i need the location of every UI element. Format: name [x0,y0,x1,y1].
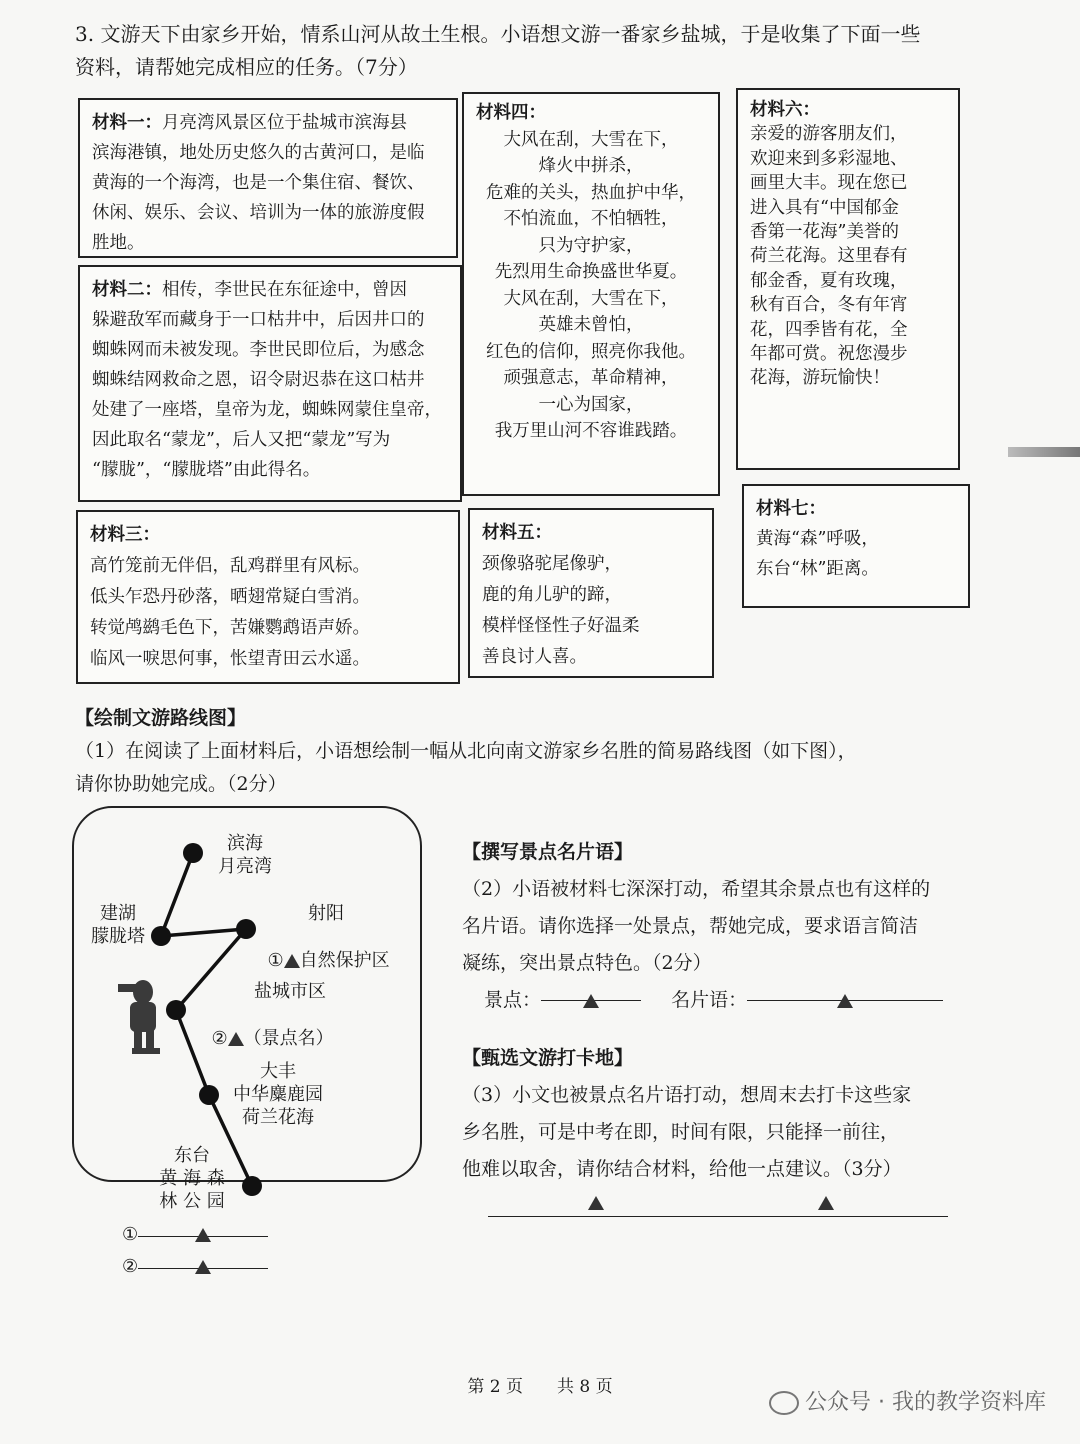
material-1-line: 滨海港镇，地处历史悠久的古黄河口，是临 [92,143,425,163]
material-4-title: 材料四： [476,103,546,123]
material-3-line: 高竹笼前无伴侣，乱鸡群里有风标。 [90,556,370,576]
answer-triangle-icon [837,994,853,1008]
wechat-icon [769,1391,799,1415]
map-label-reserve: 自然保护区 [299,950,390,971]
material-4-line: 烽火中拼杀， [538,156,644,176]
map-label-jianhu: 建湖 朦胧塔 [91,903,145,947]
answer-triangle-icon [195,1228,211,1242]
material-7-title: 材料七： [756,499,826,519]
answer-line-2 [122,1250,268,1283]
material-1-line: 月亮湾风景区位于盐城市滨海县 [162,113,407,133]
section-1-line: （1）在阅读了上面材料后，小语想绘制一幅从北向南文游家乡名胜的简易路线图（如下图）， [75,740,857,762]
map-label-sheyang: 射阳 [308,903,344,924]
spot-label: 景点： [484,989,542,1011]
answer-line-1 [122,1218,268,1251]
map-label-yancheng: 盐城市区 [254,981,326,1002]
watermark-text: 公众号 · 我的教学资料库 [805,1390,1046,1415]
photographer-figure [118,980,160,1054]
map-label-sheyang-reserve [256,926,406,972]
material-7-line: 黄海“森”呼吸， [756,529,879,549]
material-4-line: 只为守护家， [538,235,644,256]
material-3-line: 临风一唳思何事，怅望青田云水遥。 [90,649,370,669]
material-5-title: 材料五： [482,523,552,543]
material-5-line: 善良讨人喜。 [482,647,587,667]
material-6-title: 材料六： [750,100,820,120]
material-2-title: 材料二： [92,280,162,300]
answer-triangle-icon [228,1032,244,1046]
material-5-line: 颈像骆驼尾像驴， [482,554,622,574]
material-6-line: 年都可赏。祝您漫步 [750,344,908,365]
material-2-line: 相传，李世民在东征途中，曾因 [162,280,407,300]
answer-triangle-icon [583,994,599,1008]
material-4-line: 红色的信仰，照亮你我他。 [486,341,696,362]
material-1-line: 胜地。 [92,233,145,253]
answer-2-number: ② [122,1256,139,1277]
material-2-line: 躲避敌军而藏身于一口枯井中，后因井口的 [92,310,425,330]
material-4-line: 顽强意志，革命精神， [503,368,679,388]
material-6-line: 欢迎来到多彩湿地、 [750,148,908,169]
map-label-spot-name: （景点名） [243,1028,334,1049]
material-5-line: 鹿的角儿驴的蹄， [482,585,622,605]
spot-blank[interactable] [541,982,641,1001]
section-2-line: 名片语。请你选择一处景点，帮她完成，要求语言简洁 [462,915,919,937]
material-4-line: 大风在刮，大雪在下， [503,288,679,309]
map-node-dafeng [199,1085,219,1105]
answer-triangle-icon [284,954,300,968]
material-4-line: 不怕流血，不怕牺牲， [503,209,679,229]
question-line-1: 3. 文游天下由家乡开始，情系山河从故土生根。小语想文游一番家乡盐城，于是收集了下面一些 [75,22,921,46]
page-number: 第 2 页 共 8 页 [467,1377,613,1397]
answer-1-blank[interactable] [138,1218,268,1237]
section-2-line: （2）小语被材料七深深打动，希望其余景点也有这样的 [462,878,931,900]
material-2-line: 处建了一座塔，皇帝为龙，蜘蛛网蒙住皇帝， [92,400,442,420]
map-label-dongtai: 东台 黄 海 森 林 公 园 [159,1145,225,1212]
material-6-line: 荷兰花海。这里春有 [750,246,908,267]
material-2-line: “朦胧”，“朦胧塔”由此得名。 [92,460,321,480]
material-6-line: 画里大丰。现在您已 [750,173,908,194]
answer-1-number: ① [122,1224,139,1245]
material-2-line: 蜘蛛网而未被发现。李世民即位后，为感念 [92,340,425,360]
material-2-line: 蜘蛛结网救命之恩，诏令尉迟恭在这口枯井 [92,370,425,390]
map-label-dafeng: 大丰 中华麋鹿园 荷兰花海 [233,1061,323,1128]
section-2 [462,834,982,1019]
section-1-heading: 【绘制文游路线图】 [75,707,247,729]
section-2-heading: 【撰写景点名片语】 [462,841,634,863]
material-3-title: 材料三： [90,525,160,545]
map-label-yancheng-spot [200,1004,360,1050]
question-line-2: 资料，请帮她完成相应的任务。（7分） [75,55,418,79]
material-3-line: 转觉鸬鹚毛色下，苦嫌鹦鹉语声娇。 [90,618,370,638]
material-6-line: 花，四季皆有花，全 [750,319,908,340]
material-5-line: 模样怪怪性子好温柔 [482,616,640,636]
map-node-sheyang [236,919,256,939]
material-4-line: 我万里山河不容谁践踏。 [494,421,688,441]
answer-triangle-icon [818,1196,834,1210]
section-3-answer-blank[interactable] [488,1196,948,1217]
material-6-line: 花海，游玩愉快！ [750,368,890,389]
material-4-line: 大风在刮，大雪在下， [503,129,679,150]
material-4-line: 先烈用生命换盛世华夏。 [494,262,688,282]
section-3-heading: 【甄选文游打卡地】 [462,1047,634,1069]
card-label: 名片语： [671,989,748,1011]
map-node-dongtai [242,1176,262,1196]
section-3-line: 他难以取舍，请你结合材料，给他一点建议。（3分） [462,1158,902,1180]
section-1-line: 请你协助她完成。（2分） [75,773,287,795]
answer-triangle-icon [195,1260,211,1274]
section-3-line: 乡名胜，可是中考在即，时间有限，只能择一前往， [462,1121,900,1143]
map-node-yancheng [166,1000,186,1020]
watermark [769,1385,1046,1416]
material-6-line: 郁金香，夏有玫瑰， [750,270,908,291]
card-blank[interactable] [747,982,943,1001]
answer-2-blank[interactable] [138,1250,268,1269]
material-6-line: 进入具有“中国郁金 [750,197,899,218]
material-1-title: 材料一： [92,113,162,133]
material-4-line: 危难的关头，热血护中华， [486,182,696,203]
material-6-line: 香第一花海”美誉的 [750,222,899,243]
material-6-line: 亲爱的游客朋友们， [750,124,908,145]
material-7-line: 东台“林”距离。 [756,559,879,579]
map-label-binhai: 滨海 月亮湾 [218,833,272,877]
material-2-line: 因此取名“蒙龙”，后人又把“蒙龙”写为 [92,430,391,450]
material-6-line: 秋有百合，冬有年宵 [750,295,908,316]
blank-1-number: ① [267,950,284,971]
material-1-line: 休闲、娱乐、会议、培训为一体的旅游度假 [92,203,425,223]
section-3 [462,1040,982,1188]
section-2-line: 凝练，突出景点特色。（2分） [462,952,712,974]
blank-2-number: ② [211,1028,228,1049]
section-3-line: （3）小文也被景点名片语打动，想周末去打卡这些家 [462,1084,912,1106]
material-1-line: 黄海的一个海湾，也是一个集住宿、餐饮、 [92,173,425,193]
material-4-line: 英雄未曾怕， [538,315,644,335]
scan-edge-mark [1008,447,1080,457]
material-3-line: 低头乍恐丹砂落，晒翅常疑白雪消。 [90,587,370,607]
answer-triangle-icon [588,1196,604,1210]
section-2-answer [462,982,982,1019]
material-4-line: 一心为国家， [538,394,644,415]
